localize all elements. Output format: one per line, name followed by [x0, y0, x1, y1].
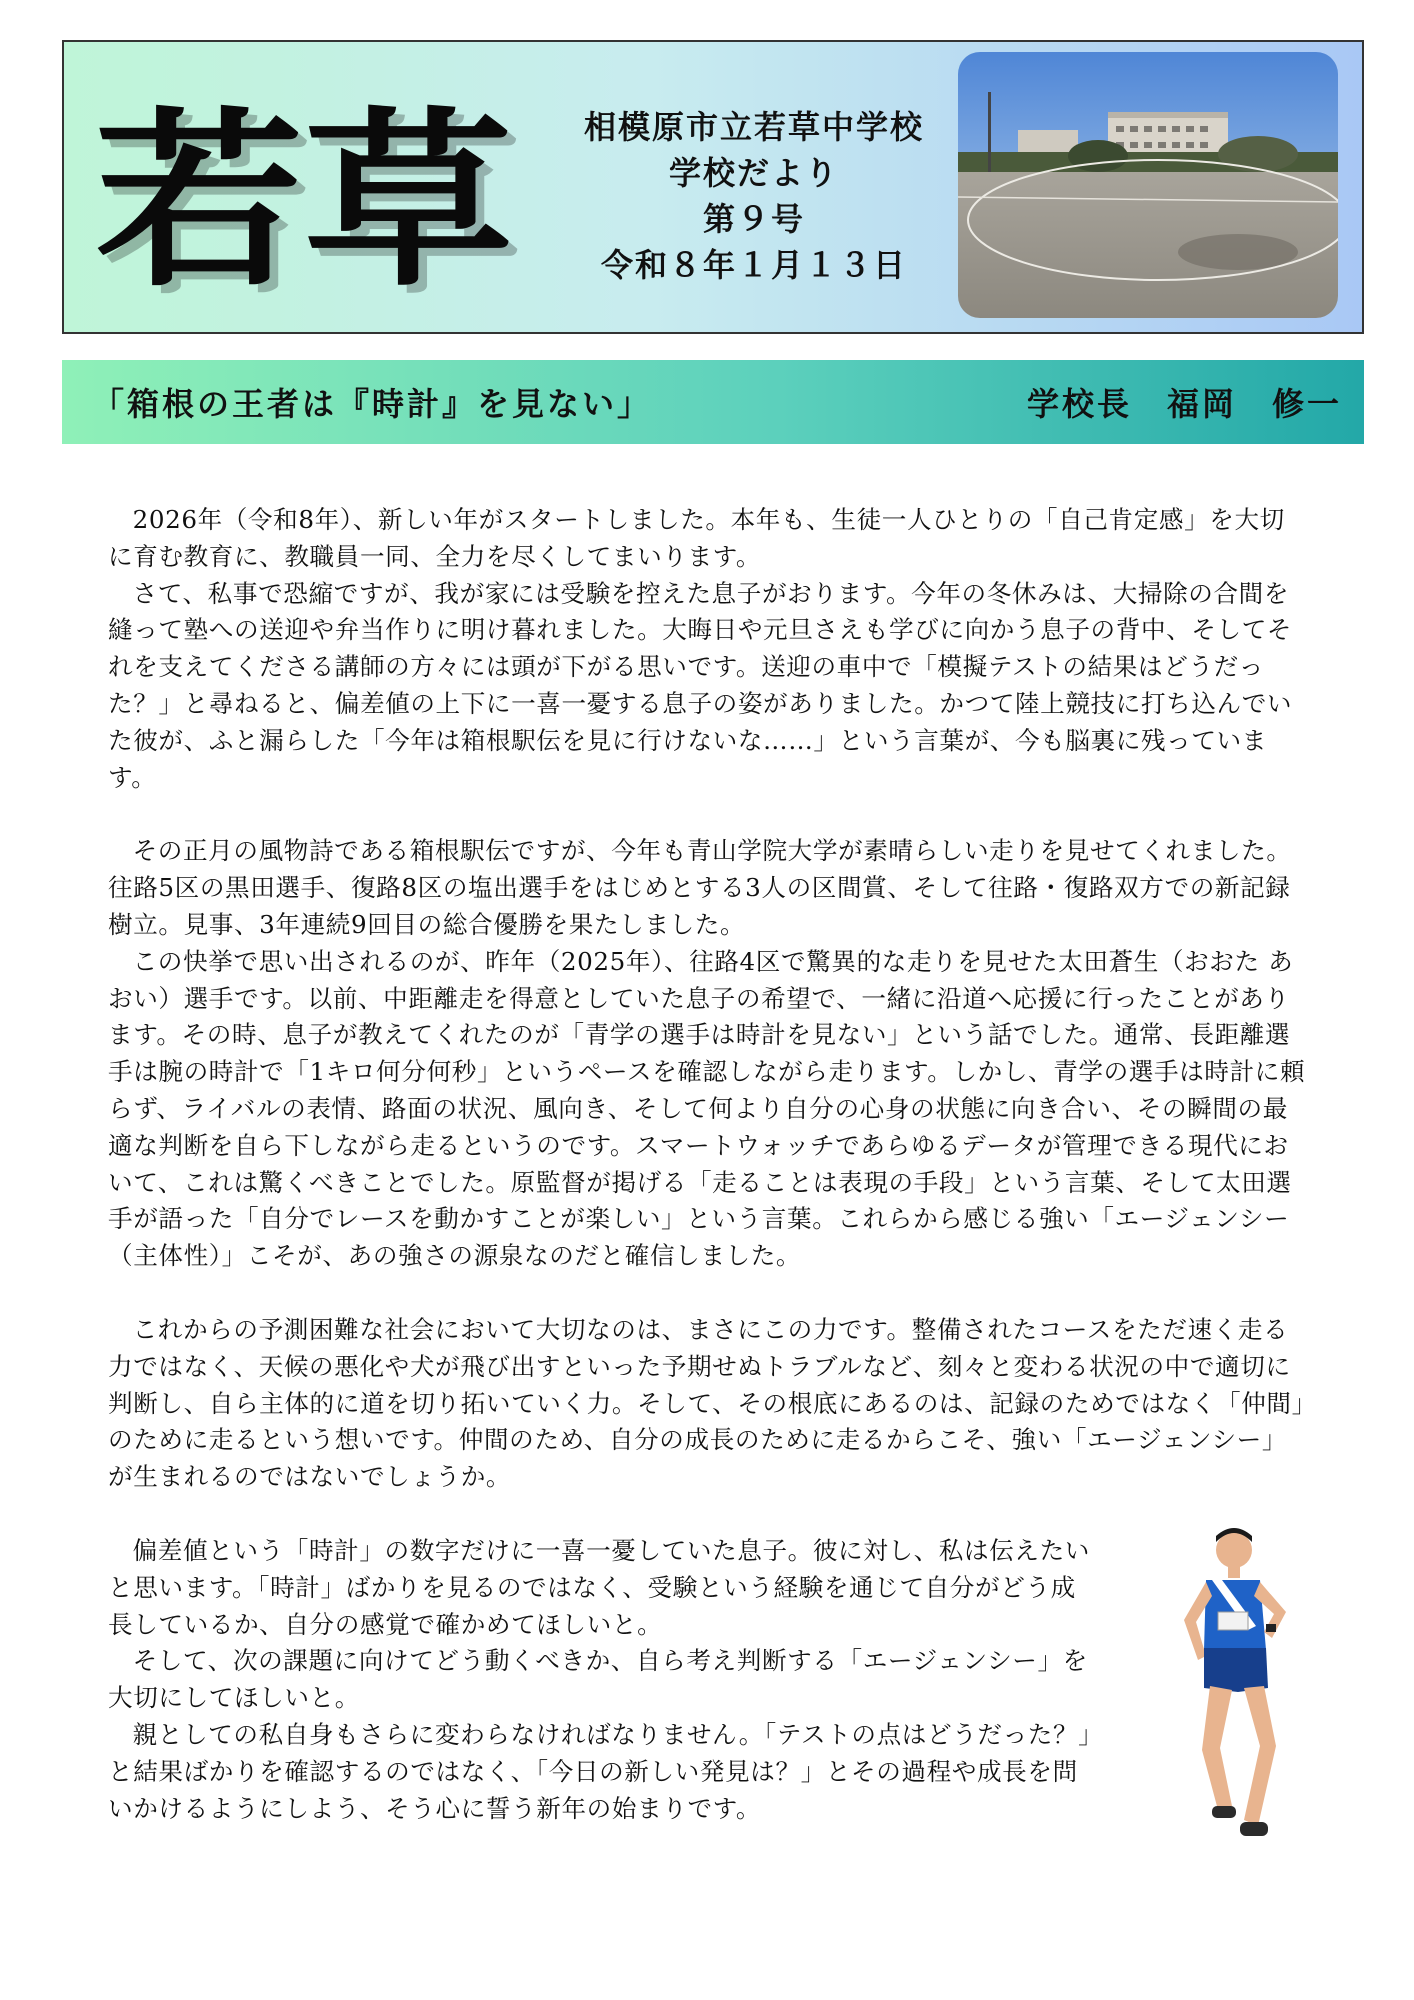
paragraph: その正月の風物詩である箱根駅伝ですが、今年も青山学院大学が素晴らしい走りを見せてくれました。往路5区の黒田選手、復路8区の塩出選手をはじめとする3人の区間賞、そして往路・復路双方での新記録樹立。見事、3年連続9回目の総合優勝を果たしました。: [108, 836, 1292, 939]
paragraph: この快挙で思い出されるのが、昨年（2025年）、往路4区で驚異的な走りを見せた太田蒼生（おおた あおい）選手です。以前、中距離走を得意としていた息子の希望で、一緒に沿道へ応援に行ったことがあります。その時、息子が教えてくれたのが「青学の選手は時計を見ない」という話でした。通常、長距離選手は腕の時計で「1キロ何分何秒」というペースを確認しながら走ります。しかし、青学の選手は時計に頼らず、ライバルの表情、路面の状況、風向き、そして何より自分の心身の状態に向き合い、その瞬間の最適な判断を自ら下しながら走るというのです。スマートウォッチであらゆるデータが管理できる現代において、これは驚くべきことでした。原監督が掲げる「走ることは表現の手段」という言葉、そして太田選手が語った「自分でレースを動かすことが楽しい」という言葉。これらから感じる強い「エージェンシー（主体性）」こそが、あの強さの源泉なのだと確信しました。: [108, 946, 1306, 1271]
article-title: 「箱根の王者は『時計』を見ない」: [92, 385, 653, 423]
issue-number: 第９号: [702, 200, 805, 238]
article-title-band: [62, 360, 1364, 444]
masthead: [62, 40, 1364, 334]
paragraph: さて、私事で恐縮ですが、我が家には受験を控えた息子がおります。今年の冬休みは、大掃除の合間を縫って塾への送迎や弁当作りに明け暮れました。大晦日や元旦さえも学びに向かう息子の背中、そしてそれを支えてくださる講師の方々には頭が下がる思いです。送迎の車中で「模擬テストの結果はどうだった？」と尋ねると、偏差値の上下に一喜一憂する息子の姿がありました。かつて陸上競技に打ち込んでいた彼が、ふと漏らした「今年は箱根駅伝を見に行けないな……」という言葉が、今も脳裏に残っています。: [108, 578, 1293, 792]
article-author: 学校長 福岡 修一: [1026, 385, 1342, 423]
article-body: [108, 502, 1308, 1827]
paragraph: 親としての私自身もさらに変わらなければなりません。「テストの点はどうだった？」と結果ばかりを確認するのではなく、「今日の新しい発見は？」とその過程や成長を問いかけるようにしよう、そう心に誓う新年の始まりです。: [108, 1719, 1092, 1823]
issue-date: 令和８年１月１３日: [600, 246, 907, 284]
newsletter-name: 学校だより: [668, 154, 839, 192]
school-name: 相模原市立若草中学校: [583, 108, 924, 146]
school-ground-photo: [958, 52, 1338, 318]
paragraph: 2026年（令和8年）、新しい年がスタートしました。本年も、生徒一人ひとりの「自己肯定感」を大切に育む教育に、教職員一同、全力を尽くしてまいります。: [108, 505, 1285, 571]
paragraph: これからの予測困難な社会において大切なのは、まさにこの力です。整備されたコースをただ速く走る力ではなく、天候の悪化や犬が飛び出すといった予期せぬトラブルなど、刻々と変わる状況の中で適切に判断し、自ら主体的に道を切り拓いていく力。そして、その根底にあるのは、記録のためではなく「仲間」のために走るという想いです。仲間のため、自分の成長のために走るからこそ、強い「エージェンシー」が生まれるのではないでしょうか。: [108, 1314, 1305, 1492]
paragraph: そして、次の課題に向けてどう動くべきか、自ら考え判断する「エージェンシー」を大切にしてほしいと。: [108, 1646, 1088, 1713]
runner-illustration: [1148, 1520, 1308, 1880]
paragraph: 偏差値という「時計」の数字だけに一喜一憂していた息子。彼に対し、私は伝えたいと思います。「時計」ばかりを見るのではなく、受験という経験を通じて自分がどう成長しているか、自分の感覚で確かめてほしいと。: [108, 1535, 1090, 1639]
school-info: [534, 104, 974, 288]
newsletter-logo: 若草: [94, 90, 513, 312]
